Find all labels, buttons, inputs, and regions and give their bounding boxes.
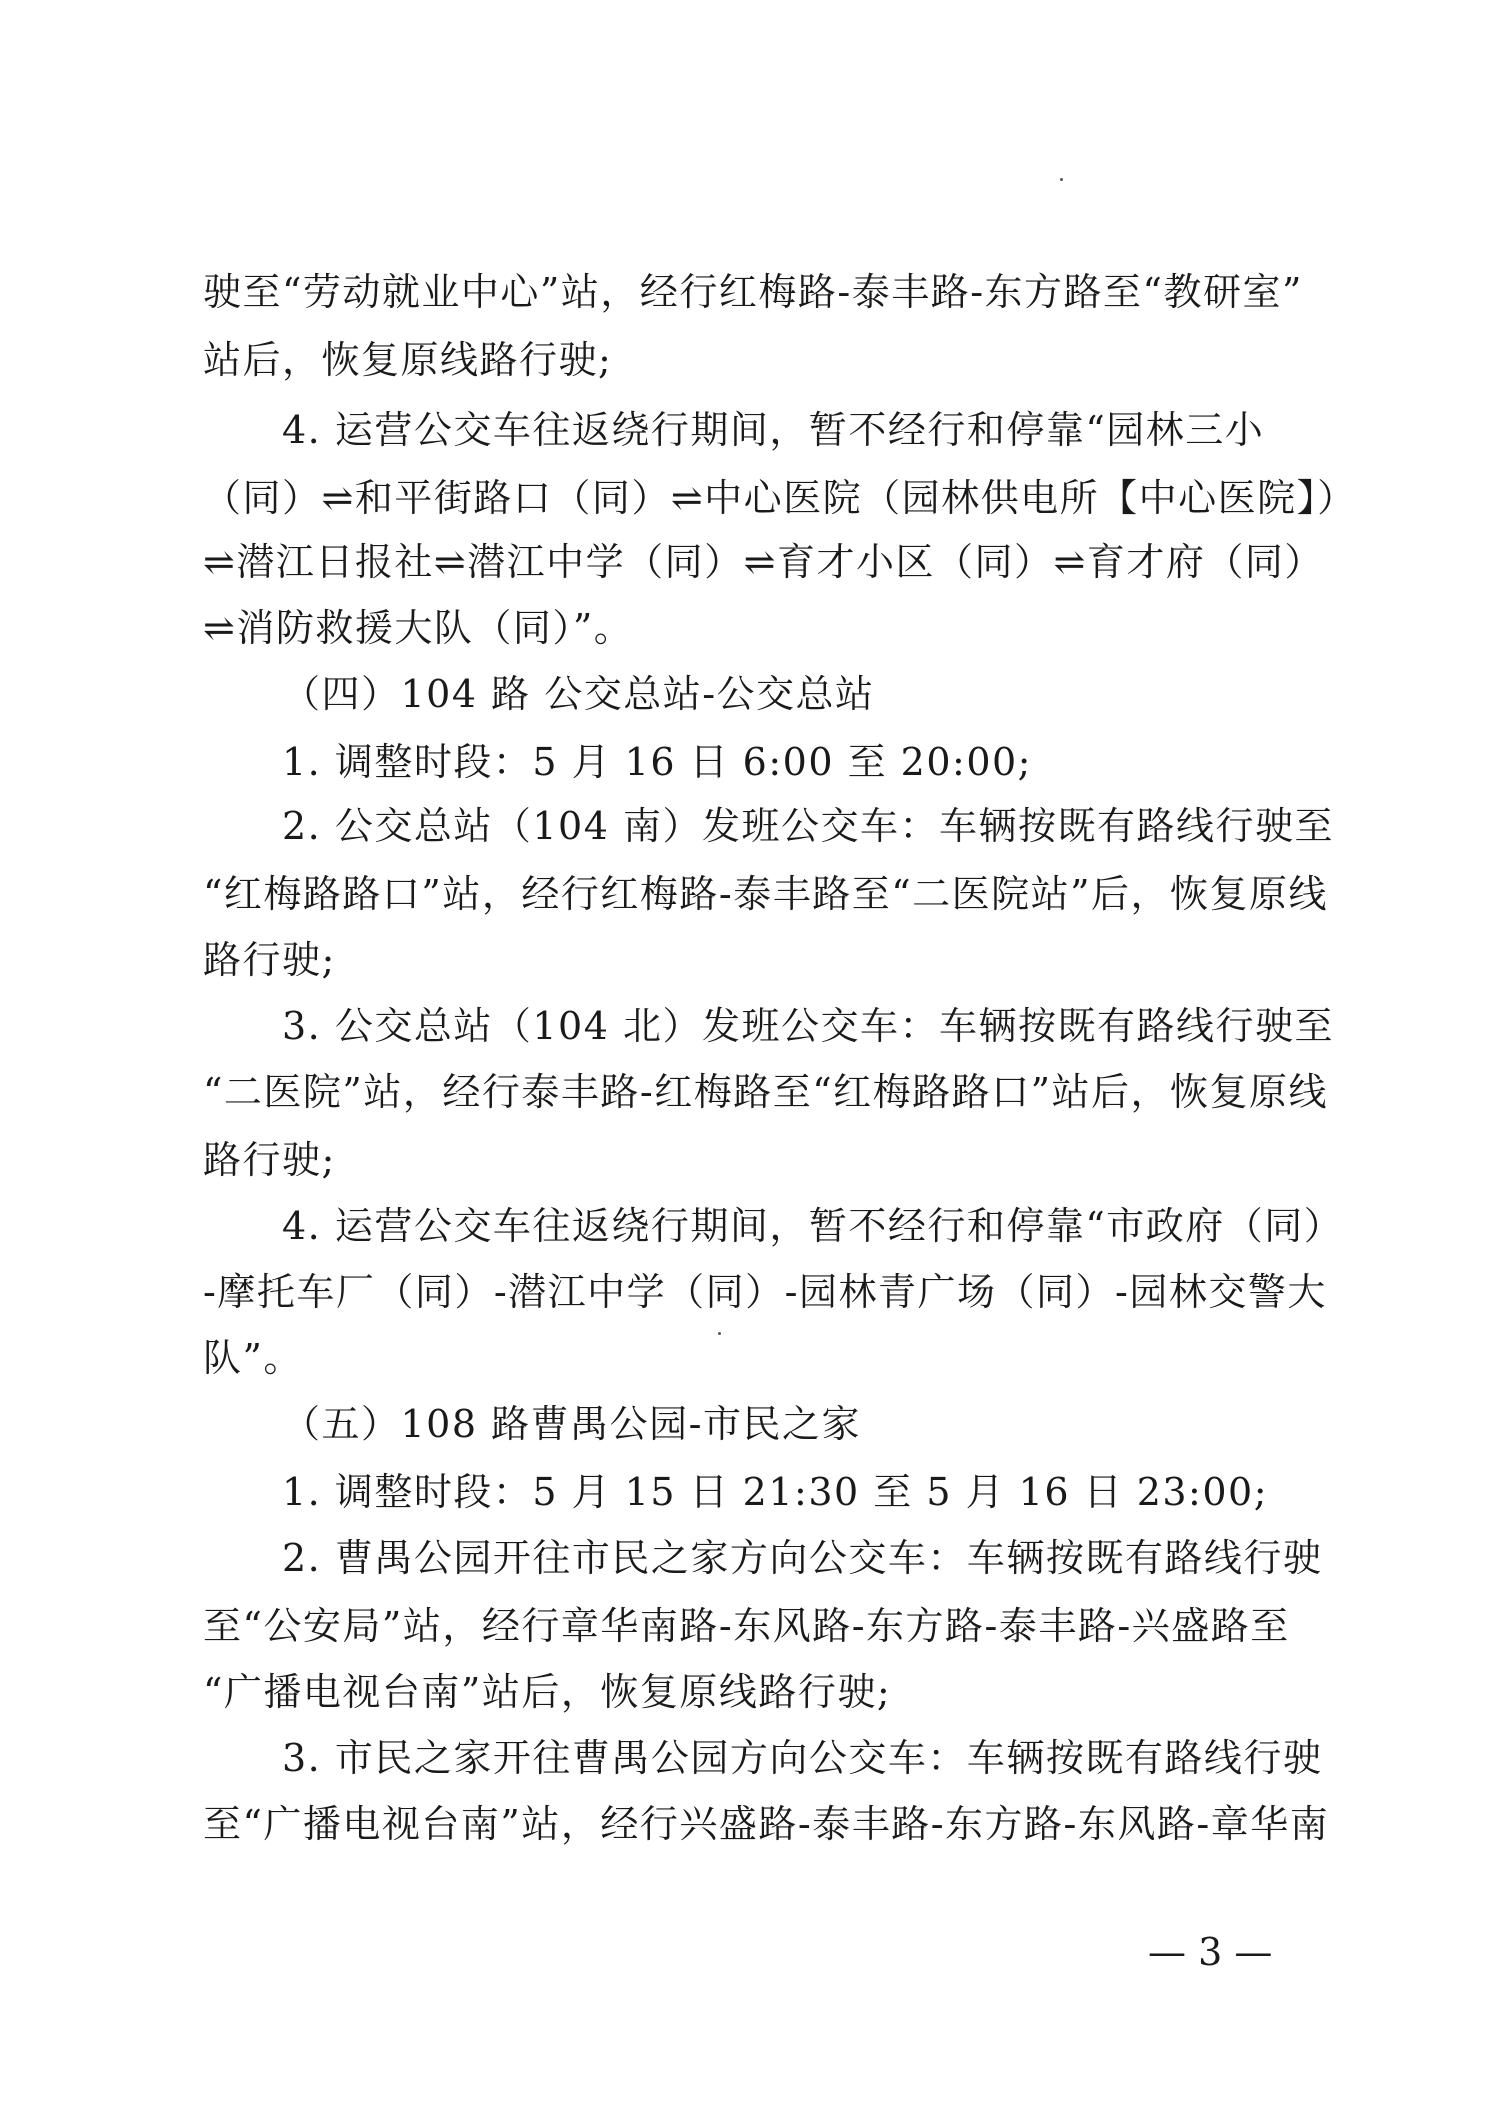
- body-line-17: 队”。: [203, 1336, 303, 1380]
- section-heading-4: （四）104 路 公交总站-公交总站: [282, 672, 875, 716]
- body-line-24: 至“广播电视台南”站，经行兴盛路-泰丰路-东方路-东风路-章华南: [203, 1802, 1330, 1846]
- body-line-8: 1. 调整时段：5 月 16 日 6:00 至 20:00;: [282, 740, 1032, 784]
- page-number: — 3 —: [1148, 1930, 1273, 1974]
- body-line-10: “红梅路路口”站，经行红梅路-泰丰路至“二医院站”后，恢复原线: [203, 872, 1329, 916]
- body-line-13: “二医院”站，经行泰丰路-红梅路至“红梅路路口”站后，恢复原线: [203, 1070, 1329, 1114]
- body-line-19: 1. 调整时段：5 月 15 日 21:30 至 5 月 16 日 23:00;: [282, 1470, 1269, 1514]
- body-line-2: 站后，恢复原线路行驶;: [203, 338, 613, 382]
- scan-speck: [718, 1332, 721, 1335]
- body-line-5: ⇌潜江日报社⇌潜江中学（同）⇌育才小区（同）⇌育才府（同）: [203, 540, 1324, 584]
- body-line-9: 2. 公交总站（104 南）发班公交车：车辆按既有路线行驶至: [282, 804, 1334, 848]
- scan-speck: [1060, 178, 1063, 181]
- body-line-1: 驶至“劳动就业中心”站，经行红梅路-泰丰路-东方路至“教研室”: [203, 270, 1303, 314]
- body-line-16: -摩托车厂（同）-潜江中学（同）-园林青广场（同）-园林交警大: [203, 1270, 1327, 1314]
- body-line-11: 路行驶;: [203, 938, 336, 982]
- body-line-15: 4. 运营公交车往返绕行期间，暂不经行和停靠“市政府（同）: [282, 1204, 1344, 1248]
- body-line-6: ⇌消防救援大队（同）”。: [203, 606, 634, 650]
- section-heading-5: （五）108 路曹禺公园-市民之家: [282, 1402, 861, 1446]
- body-line-20: 2. 曹禺公园开往市民之家方向公交车：车辆按既有路线行驶: [282, 1536, 1323, 1580]
- body-line-21: 至“公安局”站，经行章华南路-东风路-东方路-泰丰路-兴盛路至: [203, 1604, 1290, 1648]
- body-line-23: 3. 市民之家开往曹禺公园方向公交车：车辆按既有路线行驶: [282, 1736, 1323, 1780]
- body-line-3: 4. 运营公交车往返绕行期间，暂不经行和停靠“园林三小: [282, 408, 1265, 452]
- body-line-12: 3. 公交总站（104 北）发班公交车：车辆按既有路线行驶至: [282, 1004, 1334, 1048]
- body-line-22: “广播电视台南”站后，恢复原线路行驶;: [203, 1670, 892, 1714]
- body-line-4: （同）⇌和平街路口（同）⇌中心医院（园林供电所【中心医院】）: [203, 476, 1357, 520]
- body-line-14: 路行驶;: [203, 1138, 336, 1182]
